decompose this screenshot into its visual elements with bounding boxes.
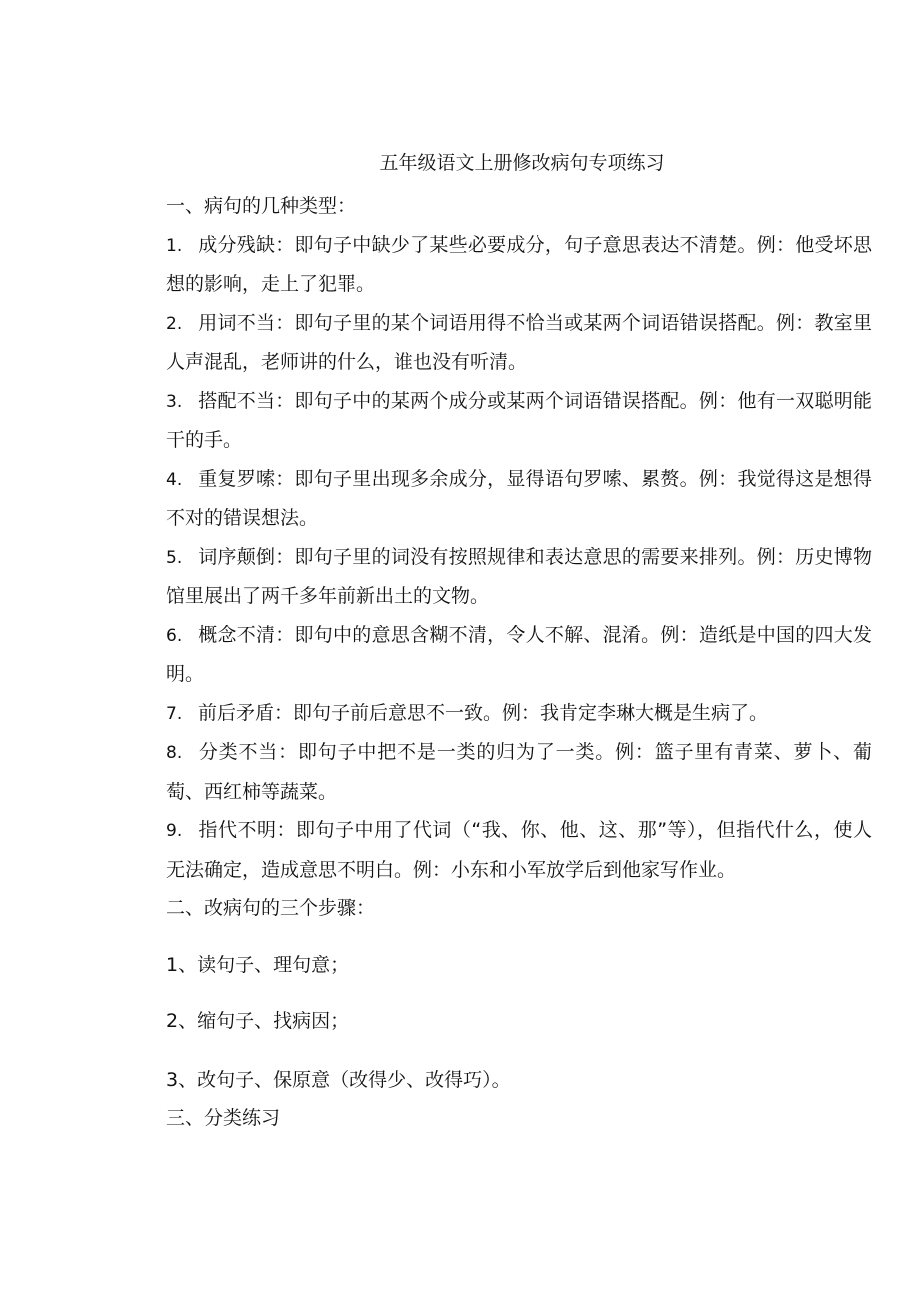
type-item-6 bbox=[166, 616, 872, 694]
type-number: 4. bbox=[166, 469, 183, 490]
type-number: 2. bbox=[166, 313, 183, 334]
type-number: 6. bbox=[166, 625, 183, 646]
step-item-1: 1、读句子、理句意； bbox=[166, 953, 350, 976]
type-item-2 bbox=[166, 304, 872, 382]
type-text: 用词不当：即句子里的某个词语用得不恰当或某两个词语错误搭配。例：教室里人声混乱，老师讲的什么，谁也没有听清。 bbox=[166, 311, 872, 373]
spacer bbox=[166, 928, 872, 946]
type-text: 词序颠倒：即句子里的词没有按照规律和表达意思的需要来排列。例：历史博物馆里展出了两千多年前新出土的文物。 bbox=[166, 545, 872, 607]
type-item-1 bbox=[166, 226, 872, 304]
type-item-4 bbox=[166, 460, 872, 538]
type-text: 概念不清：即句中的意思含糊不清，令人不解、混淆。例：造纸是中国的四大发明。 bbox=[166, 623, 872, 685]
type-text: 重复罗嗦：即句子里出现多余成分，显得语句罗嗦、累赘。例：我觉得这是想得不对的错误想法。 bbox=[166, 467, 872, 529]
type-text: 前后矛盾：即句子前后意思不一致。例：我肯定李琳大概是生病了。 bbox=[198, 701, 769, 724]
type-item-3 bbox=[166, 382, 872, 460]
step-item-2: 2、缩句子、找病因； bbox=[166, 1010, 350, 1032]
type-text: 搭配不当：即句子中的某两个成分或某两个词语错误搭配。例：他有一双聪明能干的手。 bbox=[166, 389, 872, 451]
type-item-7 bbox=[166, 694, 872, 734]
type-number: 8. bbox=[166, 743, 183, 763]
step-item-3: 3、改句子、保原意（改得少、改得巧）。 bbox=[166, 1068, 511, 1091]
type-number: 9. bbox=[166, 821, 183, 841]
type-text: 分类不当：即句子中把不是一类的归为了一类。例：篮子里有青菜、萝卜、葡萄、西红柿等蔬菜。 bbox=[166, 741, 872, 803]
type-item-8 bbox=[166, 733, 872, 811]
document-title: 五年级语文上册修改病句专项练习 bbox=[379, 152, 665, 174]
type-number: 7. bbox=[166, 703, 183, 724]
section-heading-types: 一、病句的几种类型： bbox=[166, 195, 357, 217]
type-item-9 bbox=[166, 811, 872, 889]
section-heading-practice: 三、分类练习 bbox=[166, 1107, 281, 1129]
spacer bbox=[166, 1041, 872, 1061]
type-item-5 bbox=[166, 538, 872, 616]
spacer bbox=[166, 984, 872, 1002]
document-body bbox=[166, 187, 872, 1138]
type-text: 成分残缺：即句子中缺少了某些必要成分，句子意思表达不清楚。例：他受坏思想的影响，走上了犯罪。 bbox=[166, 233, 872, 295]
type-number: 1. bbox=[166, 235, 183, 256]
type-number: 3. bbox=[166, 391, 183, 412]
section-heading-steps: 二、改病句的三个步骤： bbox=[166, 897, 376, 919]
type-text: 指代不明：即句子中用了代词（“我、你、他、这、那”等），但指代什么，使人无法确定，造成意思不明白。例：小东和小军放学后到他家写作业。 bbox=[166, 819, 872, 881]
type-number: 5. bbox=[166, 547, 183, 568]
